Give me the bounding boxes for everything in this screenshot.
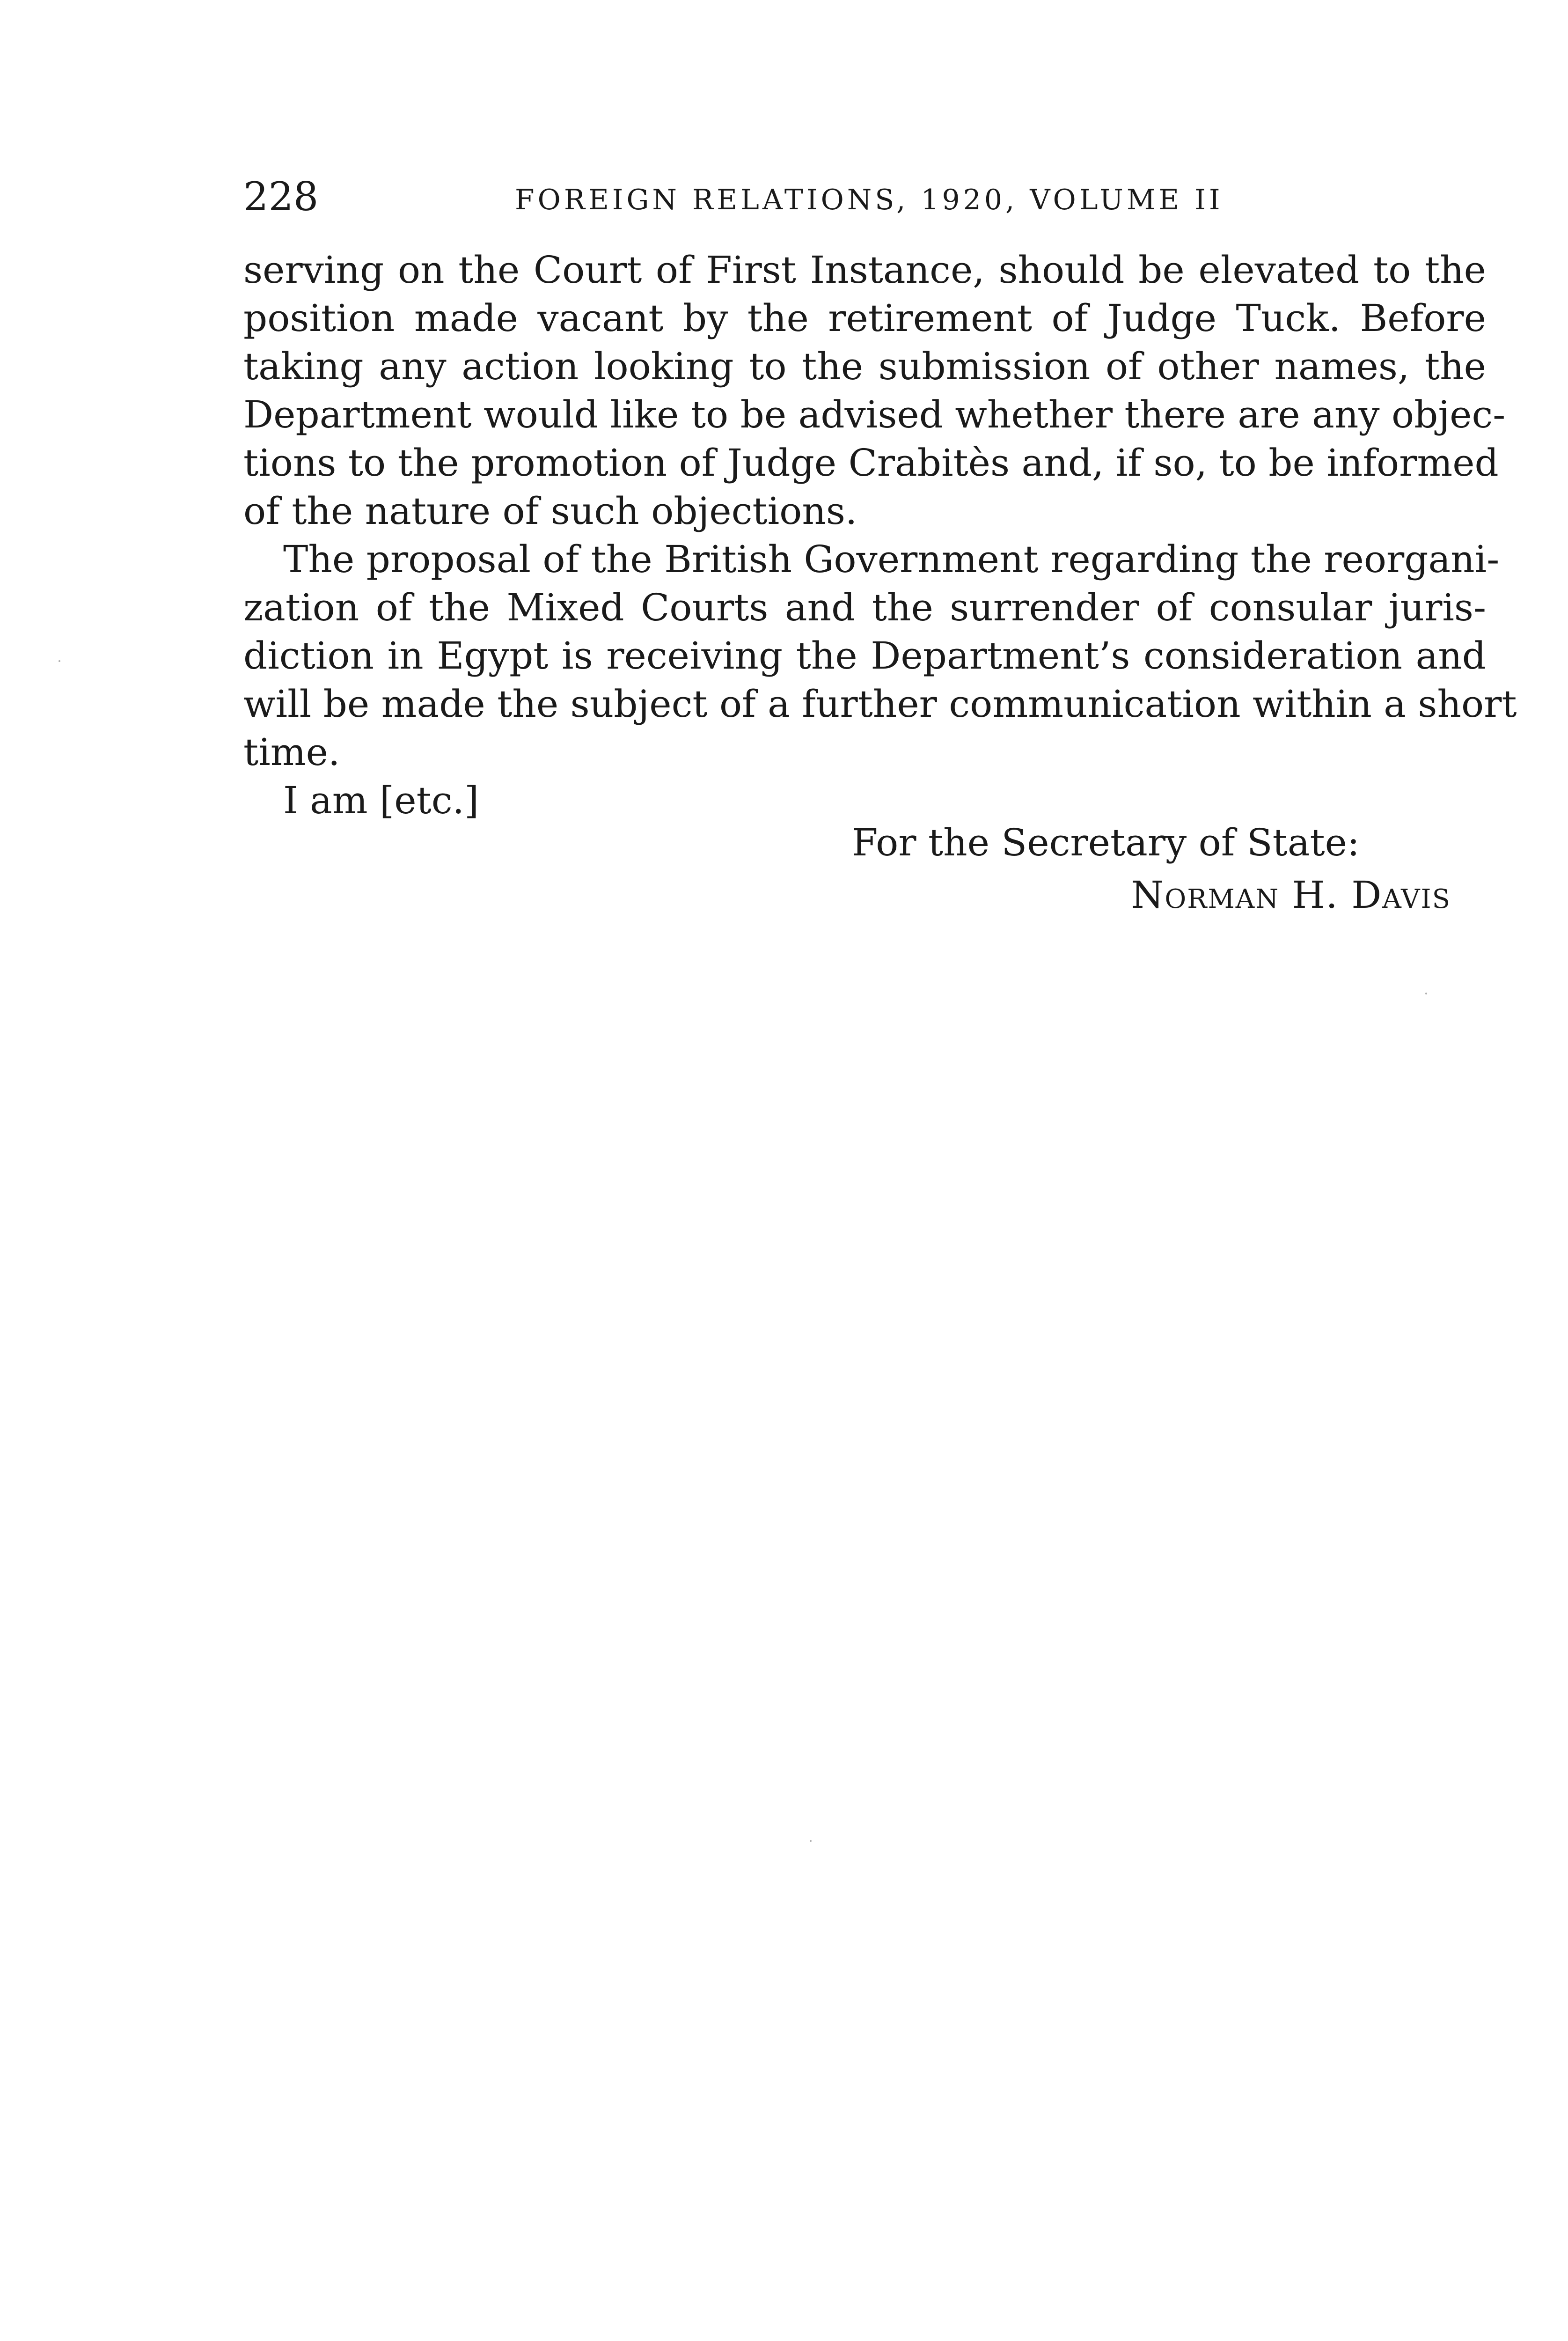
signatory-name: Norman H. Davis <box>1131 873 1451 917</box>
text-line: zation of the Mixed Courts and the surrender of consular juris- <box>243 586 1486 629</box>
scan-speck <box>59 660 60 662</box>
text-line: diction in Egypt is receiving the Department’s consideration and <box>243 634 1486 677</box>
signature-intro: For the Secretary of State: <box>852 821 1360 864</box>
text-line: time. <box>243 730 340 774</box>
text-line: position made vacant by the retirement of Judge Tuck. Before <box>243 296 1486 340</box>
body-text <box>243 246 1517 825</box>
text-line: of the nature of such objections. <box>243 489 857 533</box>
text-line: serving on the Court of First Instance, should be elevated to the <box>243 248 1486 292</box>
text-line: The proposal of the British Government regarding the reorgani- <box>283 537 1500 581</box>
page-header <box>243 171 1498 222</box>
page-number: 228 <box>243 174 319 220</box>
text-line: taking any action looking to the submission of other names, the <box>243 345 1486 388</box>
paragraph <box>243 535 1517 776</box>
scan-speck <box>1425 993 1427 994</box>
closing-line: I am [etc.] <box>283 779 479 822</box>
scan-speck <box>810 1840 812 1842</box>
text-line: will be made the subject of a further communication within a short <box>243 682 1517 726</box>
text-line: tions to the promotion of Judge Crabitès and, if so, to be informed <box>243 441 1499 485</box>
paragraph <box>243 246 1506 535</box>
running-head: FOREIGN RELATIONS, 1920, VOLUME II <box>515 184 1224 216</box>
text-line: Department would like to be advised whether there are any objec- <box>243 393 1506 436</box>
